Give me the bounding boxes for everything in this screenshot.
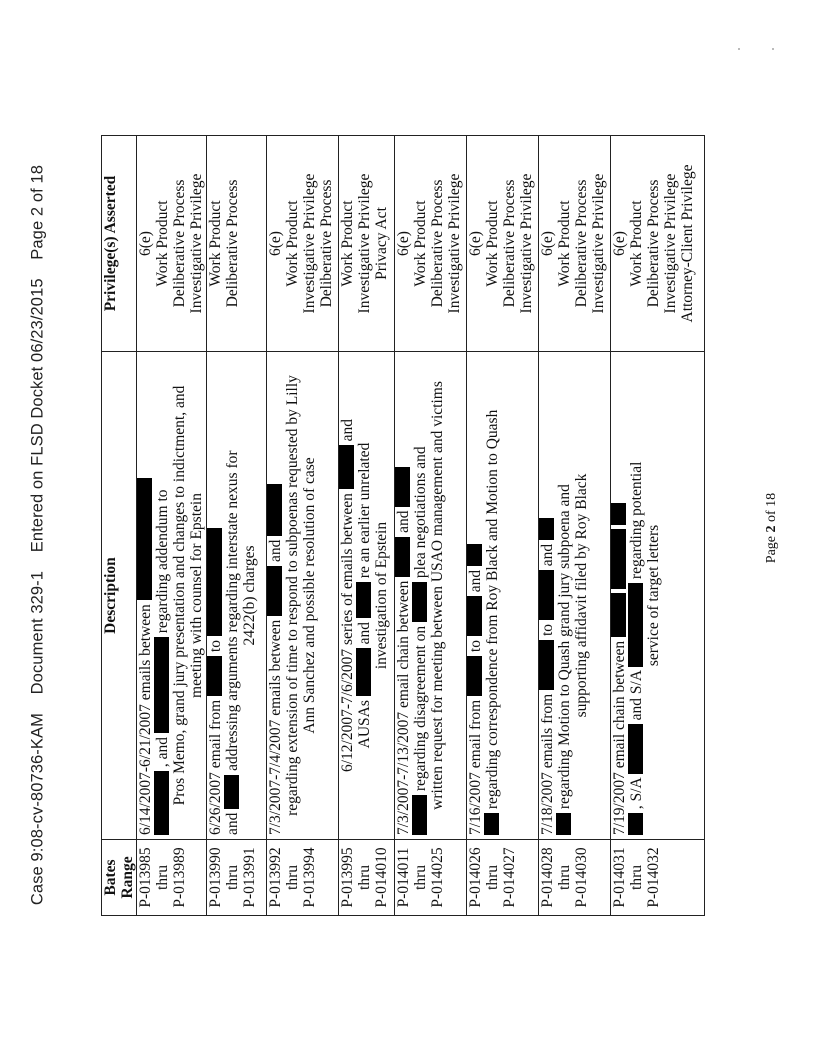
table-row: [339, 136, 395, 916]
redaction-block: [556, 813, 571, 835]
desc-text: regarding Motion to Quash grand jury subpoena and: [556, 484, 573, 810]
bates-start: P-014031: [611, 847, 628, 908]
bates-thru: thru: [224, 865, 241, 890]
desc-text: written request for meeting between USAO management and victims: [429, 381, 446, 810]
bates-cell: [137, 840, 207, 916]
desc-text: plea negotiations and: [412, 446, 429, 579]
desc-text: meeting with counsel for Epstein: [188, 493, 205, 698]
bates-cell: [611, 840, 705, 916]
bates-end: P-013991: [241, 847, 258, 908]
desc-text: 6/12/2007-7/6/2007 series of emails between: [339, 493, 356, 773]
table-row: [467, 136, 539, 916]
privilege-item: Deliberative Process: [573, 179, 590, 308]
privilege-item: Work Product: [628, 200, 645, 287]
bates-end: P-014010: [373, 847, 390, 908]
privilege-log-table: [101, 135, 705, 916]
scan-speck: [738, 48, 740, 50]
privilege-cell: [339, 136, 395, 352]
privilege-item: Investigative Privilege: [301, 173, 318, 314]
privilege-item: Work Product: [412, 200, 429, 287]
description-cell: [339, 352, 395, 840]
desc-text: investigation of Epstein: [373, 521, 390, 670]
desc-text: and: [356, 621, 373, 645]
desc-text: regarding addendum to: [154, 489, 171, 634]
redaction-block: [412, 795, 427, 835]
redaction-block: [154, 637, 169, 733]
description-cell: [207, 352, 267, 840]
desc-text: addressing arguments regarding interstate nexus for: [224, 450, 241, 771]
redaction-block: [267, 484, 282, 536]
table-row: [267, 136, 339, 916]
desc-text: to: [467, 640, 484, 653]
privilege-item: Deliberative Process: [645, 179, 662, 308]
desc-text: regarding disagreement on: [412, 625, 429, 792]
desc-text: supporting affidavit filed by Roy Black: [573, 473, 590, 718]
table-row: [137, 136, 207, 916]
case-number: Case 9:08-cv-80736-KAM: [28, 713, 47, 906]
bates-end: P-014030: [573, 847, 590, 908]
bates-start: P-013992: [267, 847, 284, 908]
privilege-item: Work Product: [484, 200, 501, 287]
bates-end: P-013994: [301, 847, 318, 908]
header-bates-range: Bates Range: [102, 840, 137, 916]
docket-entry: Entered on FLSD Docket 06/23/2015: [28, 278, 47, 553]
bates-start: P-014028: [539, 847, 556, 908]
redaction-block: [628, 813, 643, 835]
redaction-block: [356, 582, 371, 618]
table-row: [539, 136, 611, 916]
desc-text: Ann Sanchez and possible resolution of case: [301, 457, 318, 734]
page-footer: [764, 493, 780, 563]
desc-text: regarding correspondence from Roy Black and Motion to Quash: [484, 409, 501, 810]
desc-text: to: [539, 623, 556, 637]
desc-text: service of target letters: [645, 524, 662, 667]
bates-thru: thru: [356, 865, 373, 890]
redaction-block: [539, 570, 554, 620]
bates-cell: [539, 840, 611, 916]
privilege-item: Investigative Privilege: [590, 173, 607, 314]
desc-text: 2422(b) charges: [241, 545, 258, 646]
redaction-block: [611, 593, 626, 637]
bates-thru: thru: [284, 865, 301, 890]
bates-cell: [207, 840, 267, 916]
redaction-block: [154, 771, 169, 815]
privilege-item: 6(e): [611, 231, 628, 256]
redaction-block: [207, 528, 222, 572]
privilege-cell: [539, 136, 611, 352]
page-indicator: Page 2 of 18: [28, 164, 47, 260]
header-privileges: Privilege(s) Asserted: [102, 136, 137, 352]
header-description: Description: [102, 352, 137, 840]
privilege-item: Deliberative Process: [318, 179, 335, 308]
bates-cell: [395, 840, 467, 916]
desc-text: 6/14/2007-6/21/2007 emails between: [137, 604, 154, 835]
desc-text: , S/A: [628, 778, 645, 810]
desc-text: 7/18/2007 emails from: [539, 693, 556, 835]
bates-start: P-013990: [207, 847, 224, 908]
desc-text: to: [207, 640, 224, 653]
privilege-item: Investigative Privilege: [356, 173, 373, 314]
privilege-item: Work Product: [339, 200, 356, 287]
redaction-block: [484, 813, 499, 835]
case-header: [29, 151, 48, 905]
privilege-item: Work Product: [556, 200, 573, 287]
bates-end: P-013989: [171, 847, 188, 908]
redaction-block: [207, 572, 222, 636]
desc-text: 7/3/2007-7/13/2007 email chain between: [395, 580, 412, 835]
privilege-item: 6(e): [267, 231, 284, 256]
desc-text: and: [339, 418, 356, 442]
desc-text: and: [395, 510, 412, 533]
desc-text: 7/19/2007 email chain between: [611, 640, 628, 835]
desc-text: re an earlier unrelated: [356, 442, 373, 579]
table-row: [207, 136, 267, 916]
desc-text: 7/3/2007-7/4/2007 emails between: [267, 619, 284, 835]
desc-text: regarding extension of time to respond to subpoenas requested by Lilly: [284, 375, 301, 816]
bates-thru: thru: [154, 865, 171, 890]
scan-speck: [772, 48, 774, 50]
redaction-block: [137, 478, 152, 532]
privilege-item: Deliberative Process: [224, 179, 241, 308]
redaction-block: [207, 656, 222, 696]
desc-text: and: [467, 569, 484, 593]
bates-cell: [467, 840, 539, 916]
footer-page-total: of 18: [764, 492, 779, 522]
desc-text: Pros Memo, grand jury presentation and changes to indictment, and: [171, 385, 188, 806]
bates-start: P-014026: [467, 847, 484, 908]
bates-thru: thru: [412, 865, 429, 890]
privilege-cell: [137, 136, 207, 352]
bates-cell: [339, 840, 395, 916]
privilege-log-table-wrap: [101, 136, 695, 916]
table-row: [611, 136, 705, 916]
document-number: Document 329-1: [28, 570, 47, 695]
privilege-cell: [611, 136, 705, 352]
table-row: [395, 136, 467, 916]
redaction-block: [137, 532, 152, 600]
privilege-item: Investigative Privilege: [446, 173, 463, 314]
bates-end: P-014025: [429, 847, 446, 908]
redaction-block: [539, 640, 554, 690]
privilege-cell: [207, 136, 267, 352]
redaction-block: [628, 724, 643, 774]
bates-start: P-013995: [339, 847, 356, 908]
redaction-block: [339, 445, 354, 489]
desc-text: regarding potential: [628, 461, 645, 580]
footer-page-number: 2: [764, 525, 779, 533]
redaction-block: [267, 566, 282, 616]
redaction-block: [395, 467, 410, 507]
privilege-item: 6(e): [137, 231, 154, 256]
redaction-block: [539, 518, 554, 540]
privilege-item: Attorney-Client Privilege: [679, 164, 696, 323]
privilege-item: Investigative Privilege: [518, 173, 535, 314]
privilege-cell: [267, 136, 339, 352]
desc-text: and S/A: [628, 670, 645, 721]
privilege-cell: [467, 136, 539, 352]
privilege-item: 6(e): [539, 231, 556, 256]
privilege-item: 6(e): [395, 231, 412, 256]
desc-text: , and: [154, 736, 171, 768]
privilege-item: Investigative Privilege: [662, 173, 679, 314]
desc-text: and: [224, 812, 241, 835]
privilege-item: Deliberative Process: [429, 179, 446, 308]
redaction-block: [611, 529, 626, 589]
description-cell: [267, 352, 339, 840]
description-cell: [611, 352, 705, 840]
bates-thru: thru: [556, 865, 573, 890]
desc-text: and: [267, 539, 284, 562]
privilege-item: Privacy Act: [373, 207, 390, 280]
bates-cell: [267, 840, 339, 916]
table-header-row: [102, 136, 137, 916]
redaction-block: [154, 815, 169, 835]
desc-text: and: [539, 543, 556, 567]
desc-text: 7/16/2007 email from: [467, 699, 484, 835]
bates-end: P-014027: [501, 847, 518, 908]
desc-text: AUSAs: [356, 700, 373, 749]
privilege-cell: [395, 136, 467, 352]
privilege-item: Work Product: [207, 200, 224, 287]
description-cell: [137, 352, 207, 840]
description-cell: [467, 352, 539, 840]
footer-page-label: Page: [764, 535, 779, 564]
bates-thru: thru: [484, 865, 501, 890]
description-cell: [395, 352, 467, 840]
bates-start: P-013985: [137, 847, 154, 908]
redaction-block: [628, 583, 643, 667]
redaction-block: [395, 537, 410, 577]
bates-thru: thru: [628, 865, 645, 890]
redaction-block: [224, 775, 239, 809]
redaction-block: [467, 544, 482, 566]
privilege-item: Work Product: [154, 200, 171, 287]
redaction-block: [356, 648, 371, 696]
privilege-item: Deliberative Process: [171, 179, 188, 308]
redaction-block: [467, 596, 482, 636]
redaction-block: [467, 656, 482, 696]
redaction-block: [412, 582, 427, 622]
redaction-block: [611, 503, 626, 525]
desc-text: 6/26/2007 email from: [207, 699, 224, 835]
privilege-item: Work Product: [284, 200, 301, 287]
privilege-item: Investigative Privilege: [188, 173, 205, 314]
description-cell: [539, 352, 611, 840]
privilege-item: Deliberative Process: [501, 179, 518, 308]
bates-start: P-014011: [395, 847, 412, 908]
privilege-item: 6(e): [467, 231, 484, 256]
bates-end: P-014032: [645, 847, 662, 908]
